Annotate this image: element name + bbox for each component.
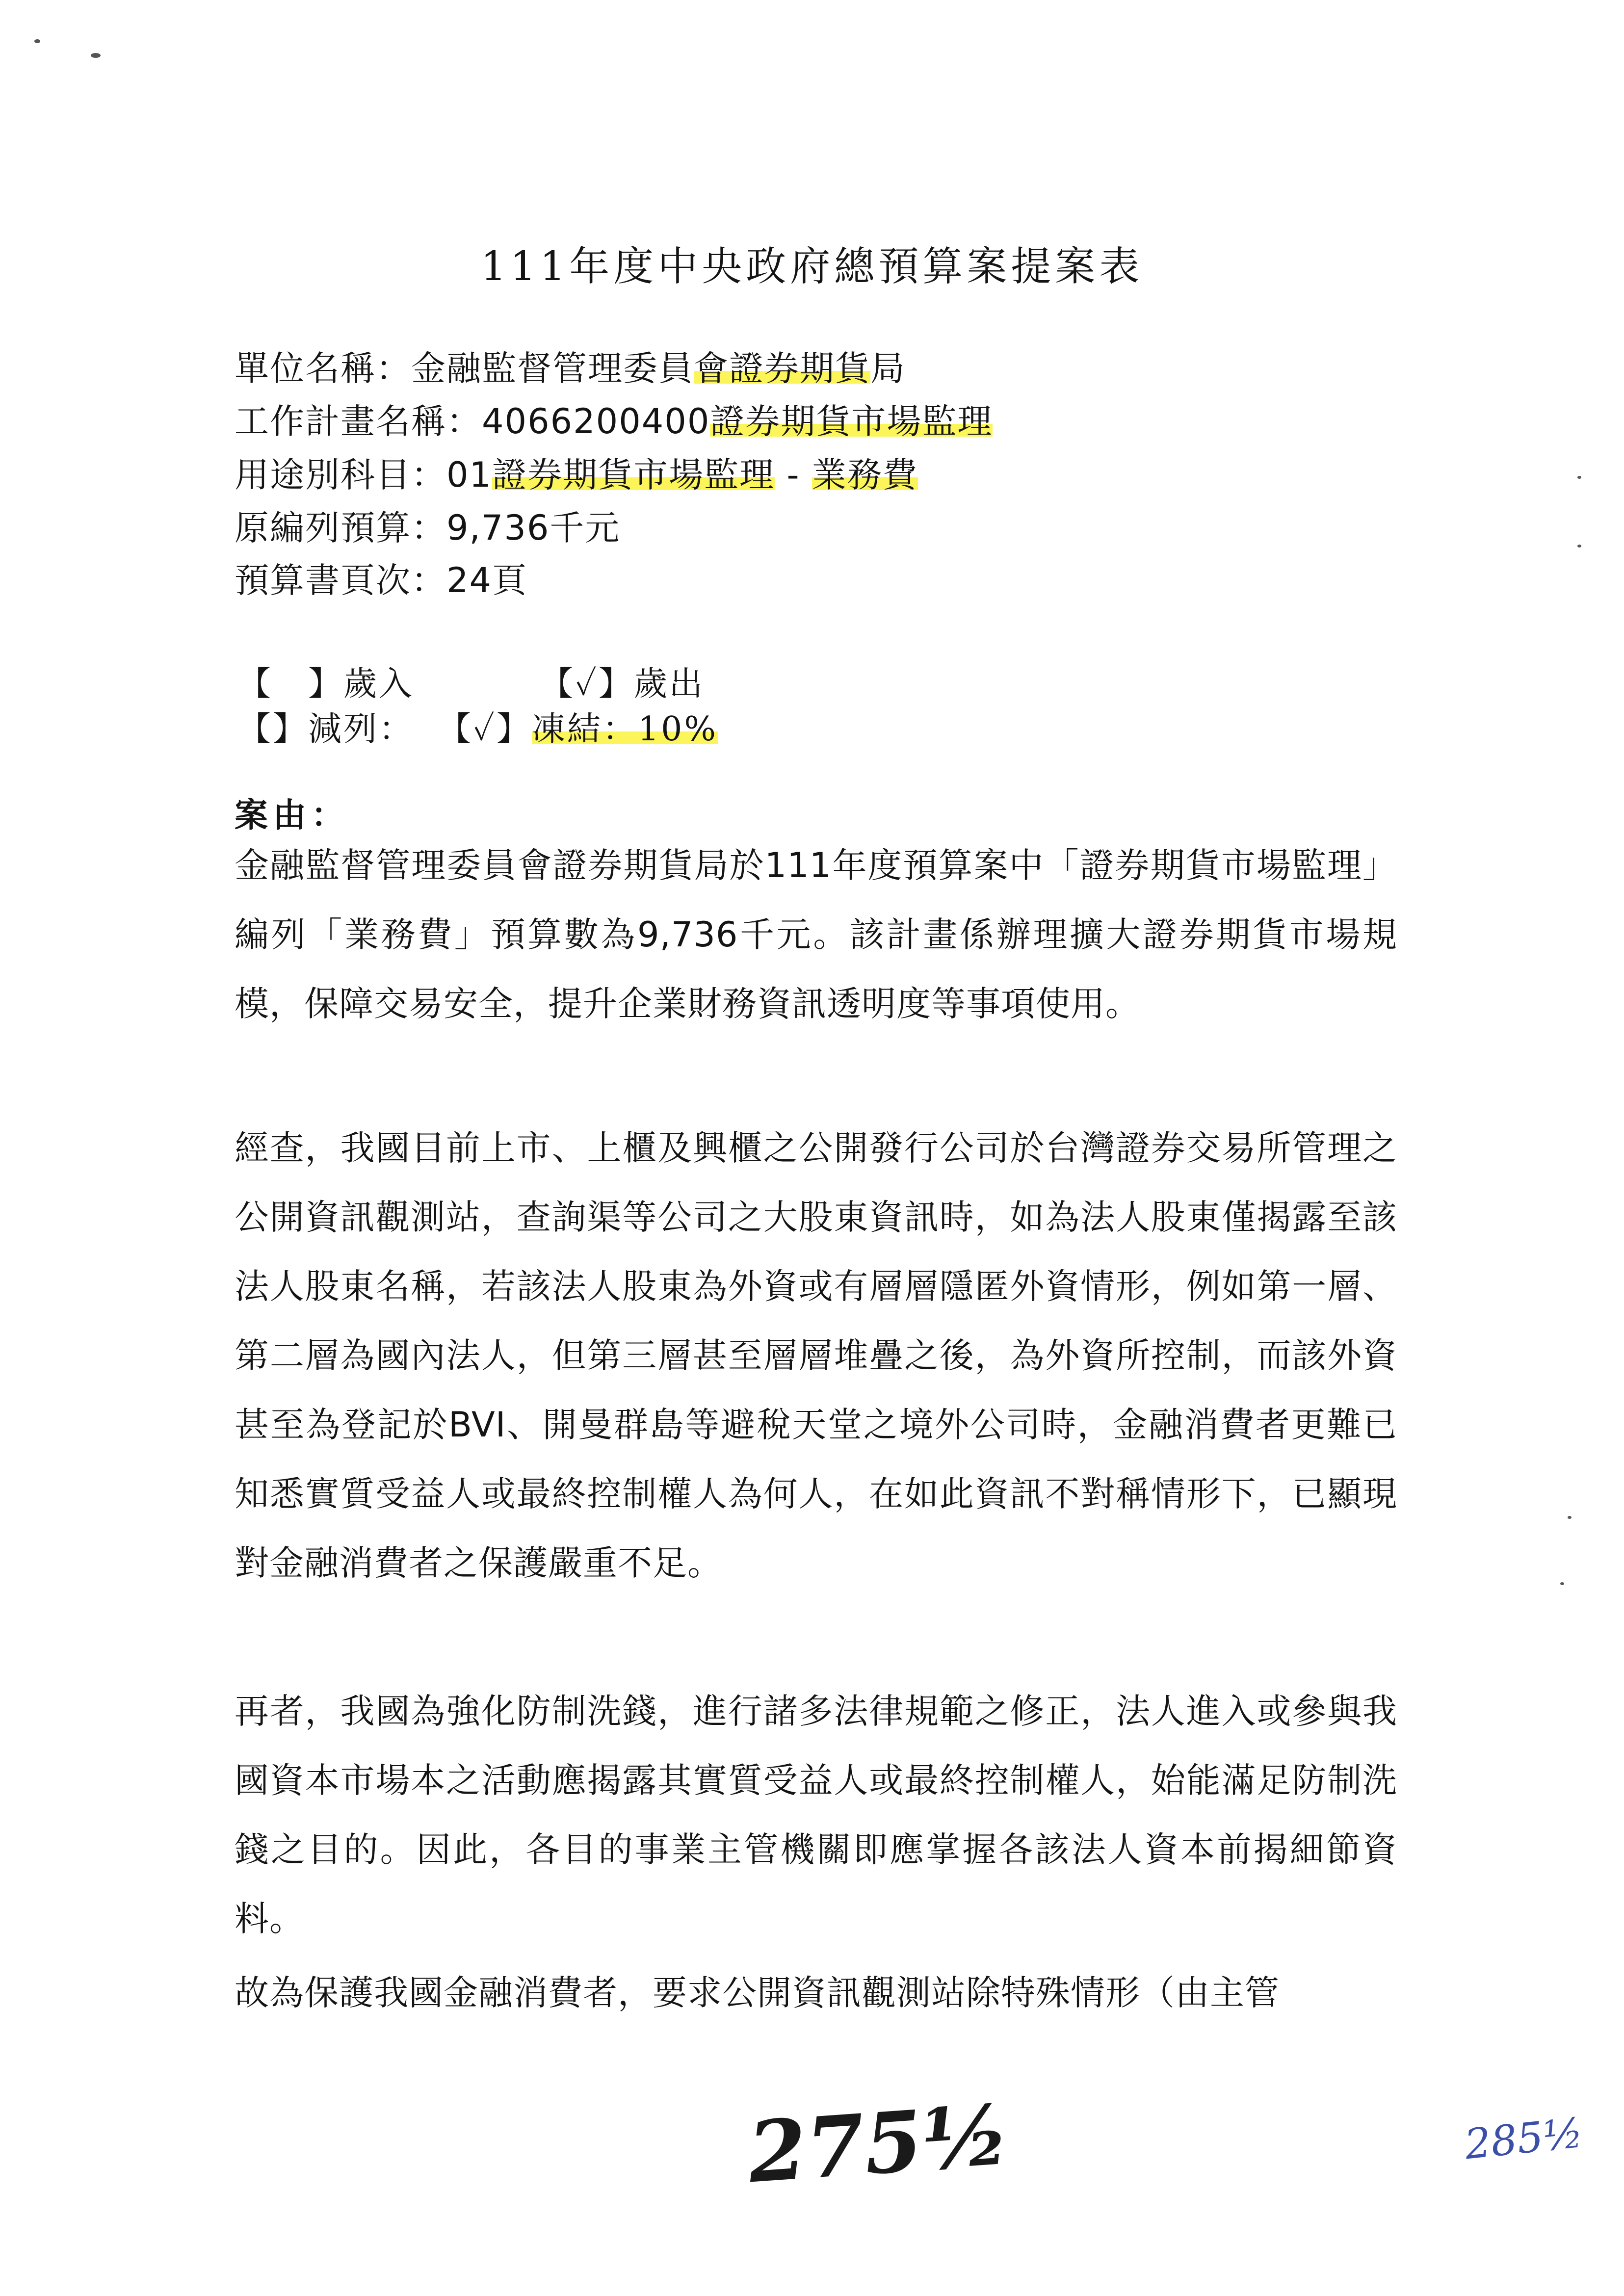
- scan-speck: [1568, 1516, 1572, 1519]
- budget-page-value: 24頁: [446, 560, 528, 600]
- unit-name-value: 金融監督管理委員: [411, 348, 694, 389]
- scan-speck: [1560, 1582, 1564, 1585]
- revenue-label: 歲入: [343, 665, 415, 704]
- blue-page-number: 285½: [1462, 2108, 1586, 2169]
- case-heading: 案由：: [235, 796, 350, 835]
- work-plan-label: 工作計畫名稱：: [235, 401, 482, 442]
- expense-item-label: 用途別科目：: [235, 455, 446, 495]
- cut-option: [237, 703, 414, 750]
- expenditure-checkbox: 【✓】: [540, 665, 634, 704]
- freeze-option: [438, 703, 718, 750]
- unit-name-label: 單位名稱：: [235, 348, 411, 389]
- revenue-checkbox: 【 】: [237, 665, 344, 704]
- work-plan-name: 證券期貨市場監理: [710, 401, 993, 442]
- unit-name-suffix: 局: [870, 348, 906, 389]
- scan-speck: [34, 39, 40, 43]
- scan-speck: [1577, 545, 1581, 548]
- expenditure-option: [540, 657, 705, 705]
- expenditure-label: 歲出: [633, 665, 705, 704]
- paragraph-4: 故為保護我國金融消費者，要求公開資訊觀測站除特殊情形（由主管: [235, 1973, 1280, 2013]
- document-title: 111年度中央政府總預算案提案表: [480, 243, 1144, 290]
- budget-page-label: 預算書頁次：: [235, 560, 446, 600]
- budget-page-line: [235, 553, 527, 602]
- work-plan-code: 4066200400: [482, 401, 710, 442]
- handwritten-page-number: 275½: [745, 2086, 1013, 2202]
- expense-item-separator: -: [775, 455, 812, 495]
- freeze-checkbox: 【✓】: [438, 710, 532, 749]
- unit-name-line: [235, 341, 906, 391]
- paragraph-3: 再者，我國為強化防制洗錢，進行諸多法律規範之修正，法人進入或參與我國資本市場本之活動應揭露其實質受益人或最終控制權人，始能滿足防制洗錢之目的。因此，各目的事業主管機關即應掌握各該法人資本前揭細節資料。: [235, 1691, 1397, 1939]
- work-plan-line: [235, 394, 993, 444]
- paragraph-2: 經查，我國目前上市、上櫃及興櫃之公開發行公司於台灣證券交易所管理之公開資訊觀測站，查詢渠等公司之大股東資訊時，如為法人股東僅揭露至該法人股東名稱，若該法人股東為外資或有層層隱匿外資情形，例如第一層、第二層為國內法人，但第三層甚至層層堆疊之後，為外資所控制，而該外資甚至為登記於BVI、開曼群島等避稅天堂之境外公司時，金融消費者更難已知悉實質受益人或最終控制權人為何人，在如此資訊不對稱情形下，已顯現對金融消費者之保護嚴重不足。: [235, 1128, 1397, 1583]
- original-budget-value: 9,736千元: [446, 508, 621, 548]
- cut-checkbox: 【】: [237, 710, 309, 749]
- scan-speck: [91, 53, 101, 58]
- original-budget-label: 原編列預算：: [235, 508, 446, 548]
- unit-name-highlight: 會證券期貨: [694, 348, 870, 389]
- expense-item-code: 01: [446, 455, 493, 495]
- paragraph-1: 金融監督管理委員會證券期貨局於111年度預算案中「證券期貨市場監理」編列「業務費」預算數為9,736千元。該計畫係辦理擴大證券期貨市場規模，保障交易安全，提升企業財務資訊透明度等事項使用。: [235, 845, 1397, 1024]
- scan-speck: [1577, 476, 1581, 479]
- expense-item-line: [235, 447, 918, 497]
- revenue-option: [237, 657, 414, 705]
- cut-label: 減列：: [308, 710, 415, 749]
- original-budget-line: [235, 500, 620, 550]
- expense-item-category: 業務費: [812, 455, 918, 495]
- expense-item-name: 證券期貨市場監理: [492, 455, 775, 495]
- freeze-label: 凍結：10%: [531, 710, 718, 749]
